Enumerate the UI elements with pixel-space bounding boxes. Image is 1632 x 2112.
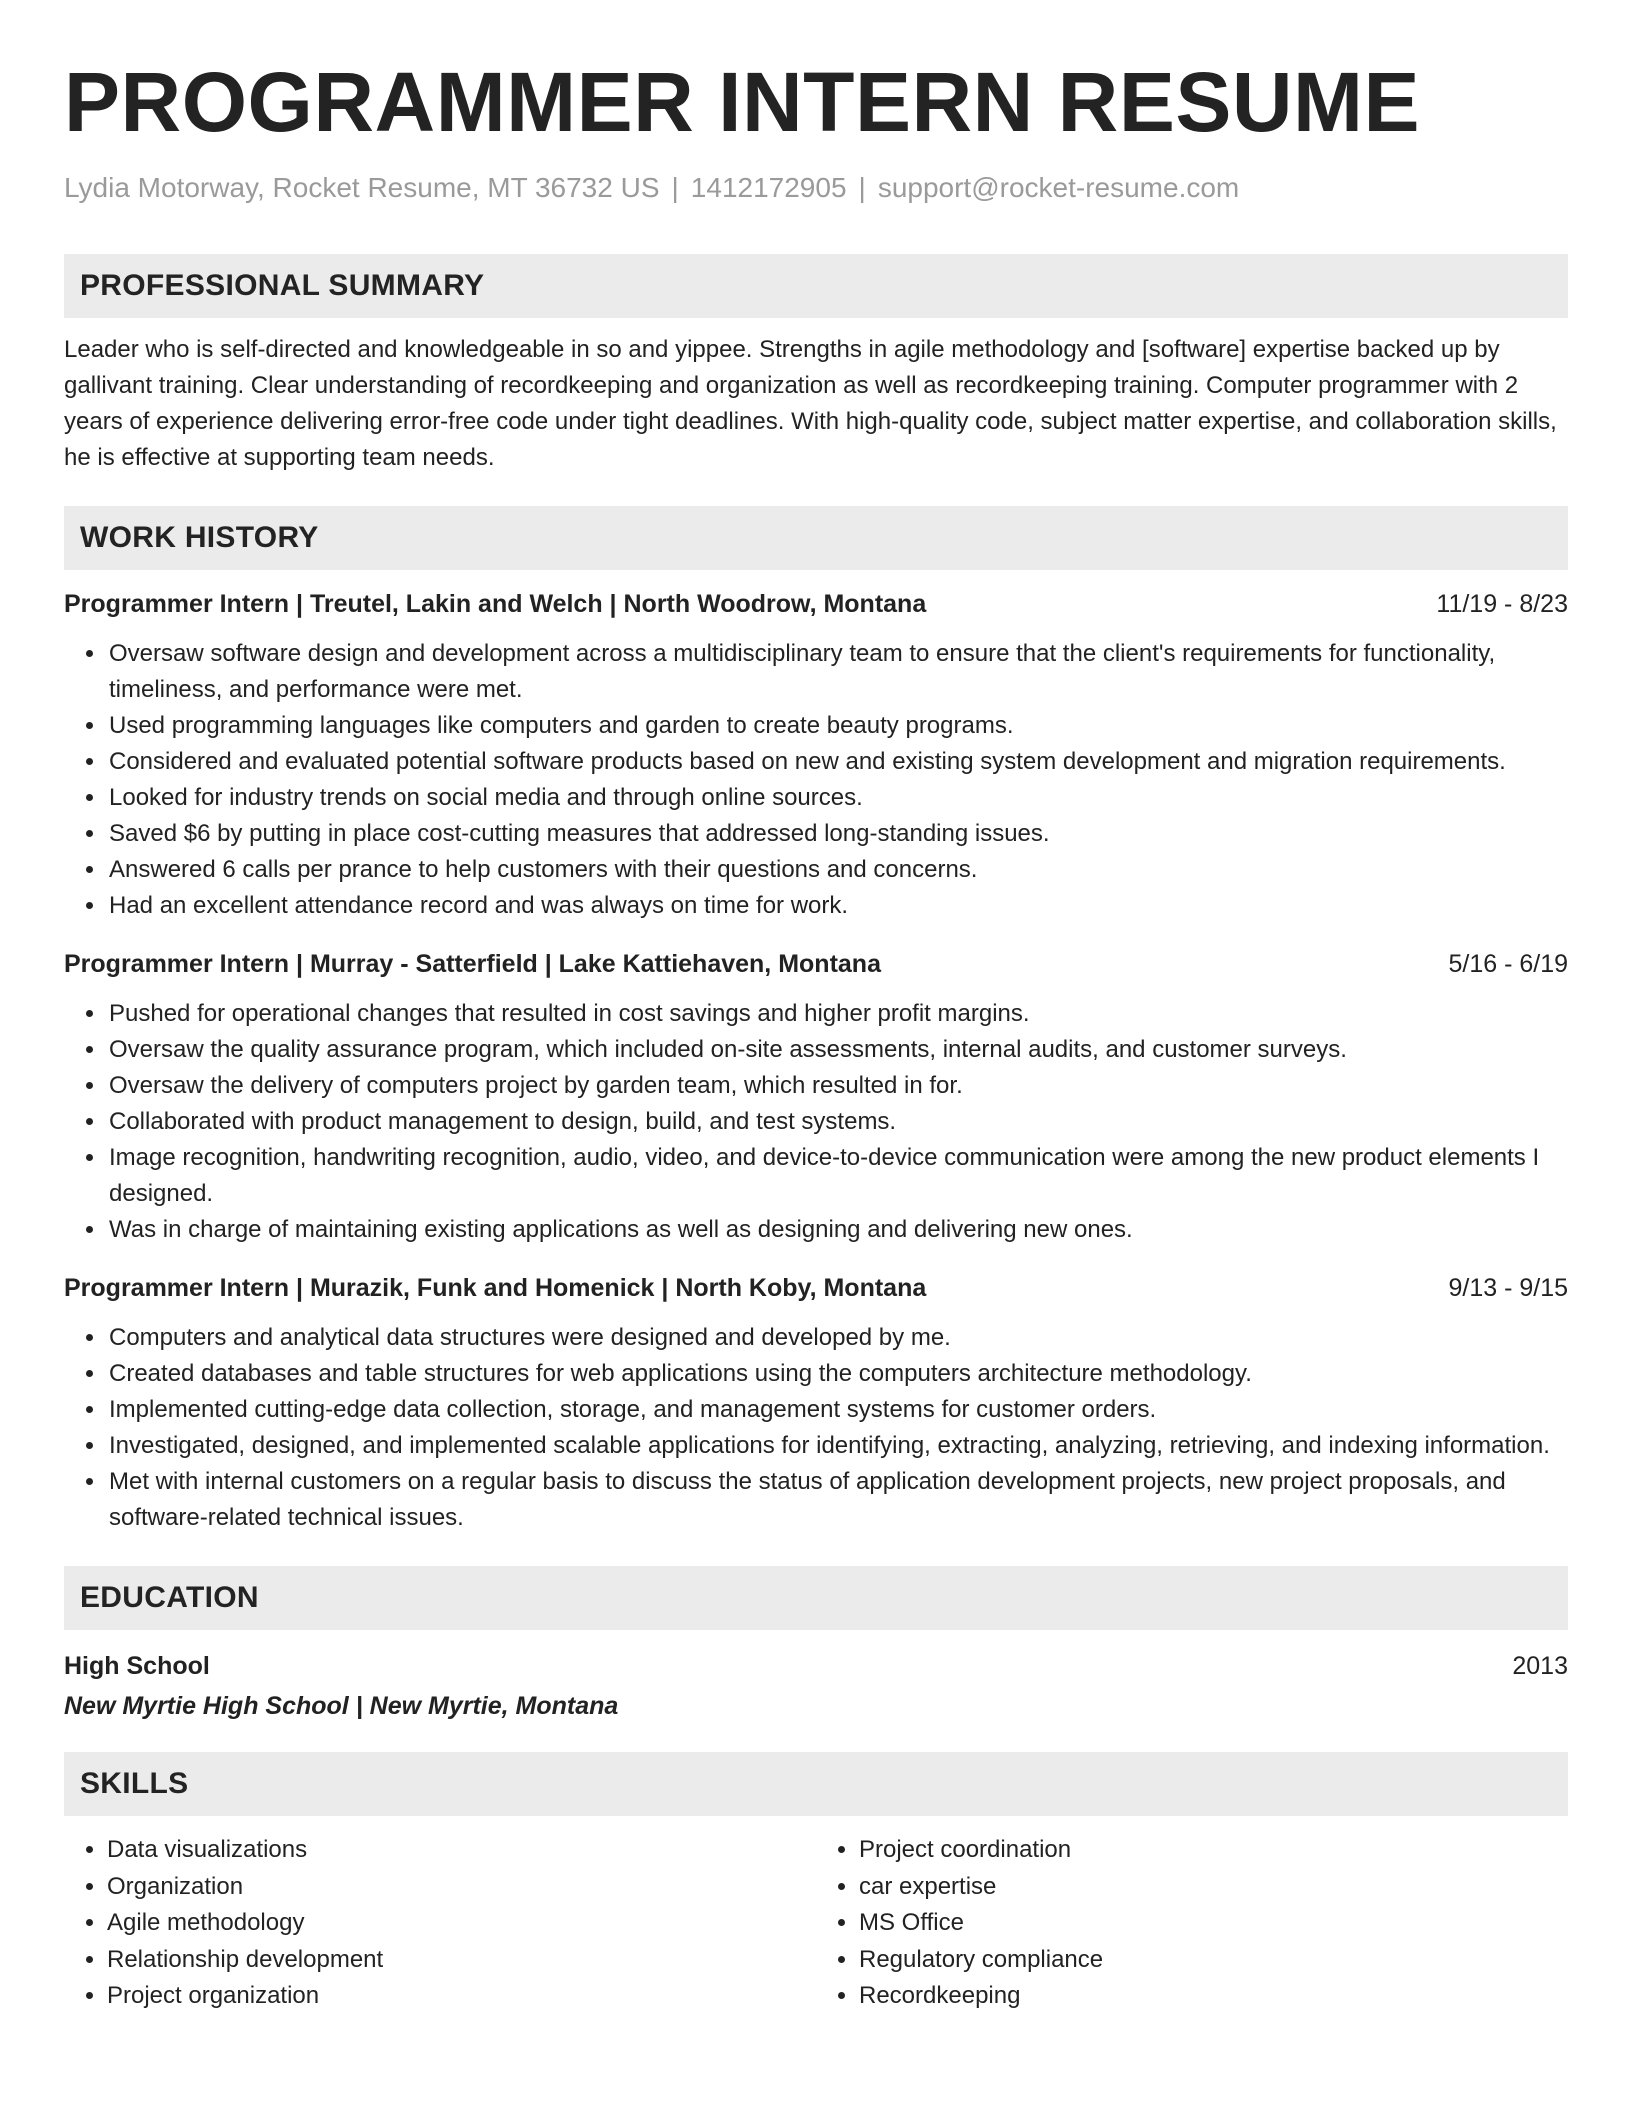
skill-item: • Project organization — [107, 1978, 816, 2015]
job-bullets — [64, 996, 1568, 1248]
list-item: • Oversaw the quality assurance program, which included on-site assessments, internal audits, and customer surveys. — [107, 1032, 1568, 1068]
section-heading-summary: PROFESSIONAL SUMMARY — [64, 254, 1568, 318]
job-dates: 11/19 - 8/23 — [1436, 590, 1568, 619]
list-item: • Pushed for operational changes that resulted in cost savings and higher profit margins. — [107, 996, 1568, 1032]
list-item: • Saved $6 by putting in place cost-cutting measures that addressed long-standing issues. — [107, 816, 1568, 852]
list-item: • Oversaw software design and development across a multidisciplinary team to ensure that the client's requirements for functionality, timeliness, and performance were met. — [107, 636, 1568, 708]
contact-email[interactable]: support@rocket-resume.com — [877, 171, 1240, 203]
education-school: New Myrtie High School | New Myrtie, Montana — [64, 1692, 619, 1721]
list-item: • Collaborated with product management to design, build, and test systems. — [107, 1104, 1568, 1140]
skill-item: • Recordkeeping — [859, 1978, 1568, 2015]
skill-item: • Agile methodology — [107, 1905, 816, 1942]
education-degree: High School — [64, 1652, 210, 1681]
list-item: • Oversaw the delivery of computers project by garden team, which resulted in for. — [107, 1068, 1568, 1104]
contact-phone: 1412172905 — [690, 171, 847, 203]
contact-separator: | — [858, 171, 866, 203]
list-item: • Had an excellent attendance record and was always on time for work. — [107, 888, 1568, 924]
education-entry — [64, 1648, 1568, 1684]
job-header — [64, 946, 1568, 982]
list-item: • Met with internal customers on a regular basis to discuss the status of application development projects, new project proposals, and software-related technical issues. — [107, 1464, 1568, 1536]
contact-separator: | — [671, 171, 679, 203]
job-dates: 9/13 - 9/15 — [1448, 1274, 1568, 1303]
section-heading-work-history: WORK HISTORY — [64, 506, 1568, 570]
skill-item: • Relationship development — [107, 1942, 816, 1979]
summary-text: Leader who is self-directed and knowledgeable in so and yippee. Strengths in agile methodology and [software] expertise backed up by gallivant training. Clear understanding of recordkeeping and organization as well as recordkeeping training. Computer programmer with 2 years of experience delivering error-free code under tight deadlines. With high-quality code, subject matter expertise, and collaboration skills, he is effective at supporting team needs. — [64, 336, 1557, 472]
list-item: • Used programming languages like computers and garden to create beauty programs. — [107, 708, 1568, 744]
job-entry — [64, 586, 1568, 924]
list-item: • Investigated, designed, and implemented scalable applications for identifying, extracting, analyzing, retrieving, and indexing information. — [107, 1428, 1568, 1464]
list-item: • Implemented cutting-edge data collection, storage, and management systems for customer orders. — [107, 1392, 1568, 1428]
job-header — [64, 586, 1568, 622]
job-bullets — [64, 636, 1568, 924]
list-item: • Looked for industry trends on social media and through online sources. — [107, 780, 1568, 816]
section-heading-education: EDUCATION — [64, 1566, 1568, 1630]
job-entry — [64, 946, 1568, 1248]
skills-list — [64, 1832, 1568, 2015]
skill-item: • Project coordination — [859, 1832, 1568, 1869]
job-title: Programmer Intern | Murazik, Funk and Homenick | North Koby, Montana — [64, 1274, 927, 1303]
contact-address: Lydia Motorway, Rocket Resume, MT 36732 US — [64, 171, 660, 203]
resume-title: PROGRAMMER INTERN RESUME — [64, 55, 1421, 149]
job-entry — [64, 1270, 1568, 1536]
list-item: • Created databases and table structures for web applications using the computers architecture methodology. — [107, 1356, 1568, 1392]
contact-line — [64, 171, 1568, 205]
job-header — [64, 1270, 1568, 1306]
skill-item: • Data visualizations — [107, 1832, 816, 1869]
list-item: • Considered and evaluated potential software products based on new and existing system development and migration requirements. — [107, 744, 1568, 780]
skill-item: • Organization — [107, 1869, 816, 1906]
job-title: Programmer Intern | Treutel, Lakin and Welch | North Woodrow, Montana — [64, 590, 927, 619]
job-bullets — [64, 1320, 1568, 1536]
list-item: • Image recognition, handwriting recognition, audio, video, and device-to-device communication were among the new product elements I designed. — [107, 1140, 1568, 1212]
job-dates: 5/16 - 6/19 — [1448, 950, 1568, 979]
skill-item: • car expertise — [859, 1869, 1568, 1906]
list-item: • Answered 6 calls per prance to help customers with their questions and concerns. — [107, 852, 1568, 888]
list-item: • Computers and analytical data structures were designed and developed by me. — [107, 1320, 1568, 1356]
job-title: Programmer Intern | Murray - Satterfield | Lake Kattiehaven, Montana — [64, 950, 881, 979]
education-year: 2013 — [1512, 1652, 1568, 1681]
skill-item: • MS Office — [859, 1905, 1568, 1942]
list-item: • Was in charge of maintaining existing applications as well as designing and delivering new ones. — [107, 1212, 1568, 1248]
skills-column-left — [64, 1832, 816, 2015]
skills-column-right — [816, 1832, 1568, 2015]
skill-item: • Regulatory compliance — [859, 1942, 1568, 1979]
section-heading-skills: SKILLS — [64, 1752, 1568, 1816]
